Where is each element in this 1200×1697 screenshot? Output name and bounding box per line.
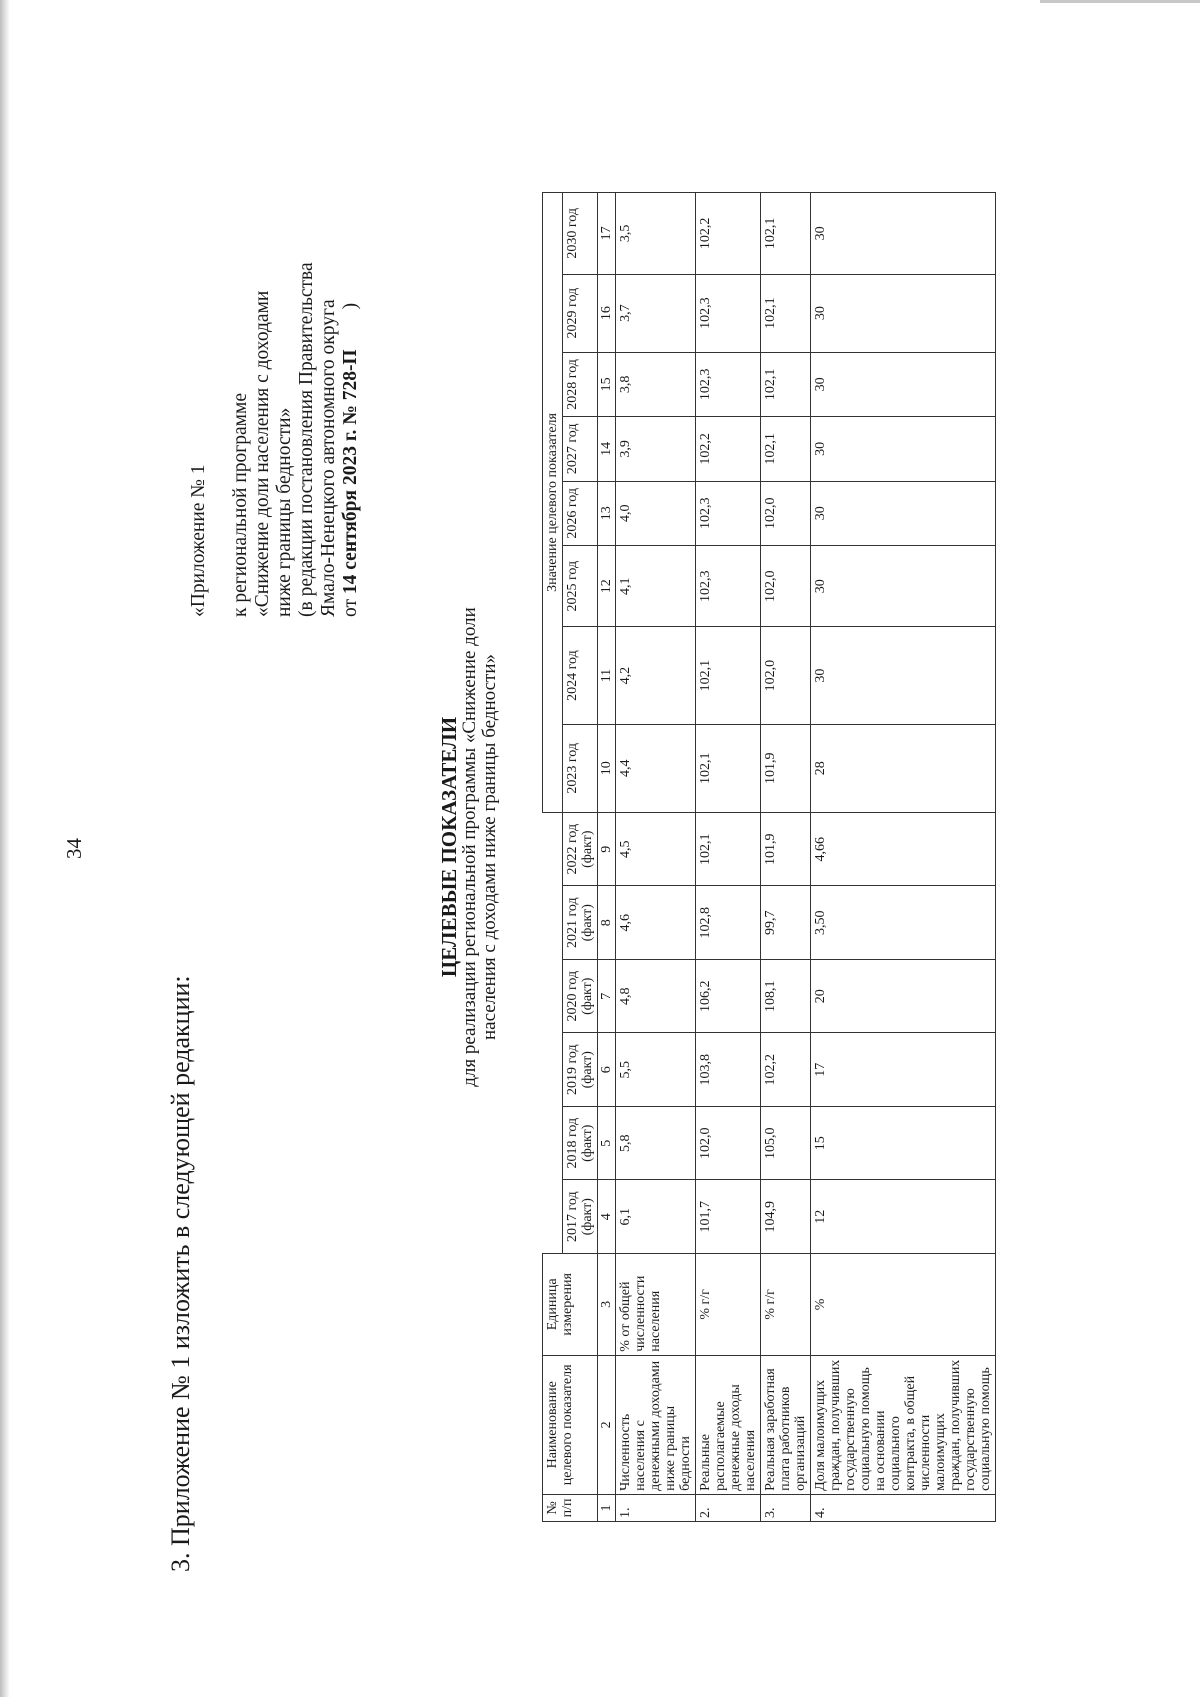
row-value: 102,1 xyxy=(696,627,761,724)
row-num: 4. xyxy=(811,1494,996,1521)
row-value: 102,2 xyxy=(696,193,761,275)
row-value: 4,5 xyxy=(616,812,696,886)
row-value: 30 xyxy=(811,193,996,275)
row-unit: % от общей численности населения xyxy=(616,1253,696,1355)
header-year: 2020 год (факт) xyxy=(563,959,598,1033)
row-value: 5,8 xyxy=(616,1106,696,1180)
row-value: 30 xyxy=(811,417,996,481)
row-value: 4,8 xyxy=(616,959,696,1033)
column-number: 2 xyxy=(598,1355,616,1494)
appendix-line: ниже границы бедности» xyxy=(274,407,295,617)
table-heading xyxy=(438,0,500,1697)
row-unit: % г/г xyxy=(761,1253,811,1355)
header-year: 2024 год xyxy=(563,627,598,724)
header-year: 2022 год (факт) xyxy=(563,812,598,886)
column-number: 3 xyxy=(598,1253,616,1355)
column-number: 17 xyxy=(598,193,616,275)
header-num: № п/п xyxy=(543,1494,598,1521)
header-year: 2029 год xyxy=(563,274,598,352)
page-number: 34 xyxy=(62,838,86,859)
row-value: 6,1 xyxy=(616,1180,696,1254)
row-indicator-name: Доля малоимущих граждан, получивших государственную социальную помощь на основании социального контракта, в общей численности малоимущих граждан, получивших государственную социальную помощь xyxy=(811,1355,996,1494)
appendix-date-value: 14 сентября 2023 г. № 728-П xyxy=(340,349,361,595)
row-indicator-name: Реальные располагаемые денежные доходы населения xyxy=(696,1355,761,1494)
appendix-line: к региональной программе xyxy=(230,393,251,617)
header-year: 2025 год xyxy=(563,546,598,627)
row-value: 102,0 xyxy=(761,627,811,724)
row-value: 102,1 xyxy=(761,193,811,275)
column-number: 9 xyxy=(598,812,616,886)
row-value: 30 xyxy=(811,274,996,352)
column-number: 14 xyxy=(598,417,616,481)
header-year: 2019 год (факт) xyxy=(563,1033,598,1107)
table-body xyxy=(598,193,996,1522)
column-number: 10 xyxy=(598,724,616,812)
row-value: 4,2 xyxy=(616,627,696,724)
row-value: 4,0 xyxy=(616,481,696,545)
row-value: 102,0 xyxy=(761,546,811,627)
row-value: 102,3 xyxy=(696,546,761,627)
row-num: 2. xyxy=(696,1494,761,1521)
column-number: 4 xyxy=(598,1180,616,1254)
row-value: 28 xyxy=(811,724,996,812)
heading-subtitle: для реализации региональной программы «Снижение доли xyxy=(459,607,480,1087)
header-year: 2027 год xyxy=(563,417,598,481)
row-value: 30 xyxy=(811,627,996,724)
row-value: 30 xyxy=(811,352,996,416)
table-header xyxy=(543,193,598,1522)
row-value: 4,4 xyxy=(616,724,696,812)
row-value: 102,1 xyxy=(761,274,811,352)
header-unit: Единица измерения xyxy=(543,1253,598,1355)
appendix-date-prefix: от xyxy=(340,594,361,617)
heading-subtitle: населения с доходами ниже границы бедности» xyxy=(479,653,500,1041)
row-value: 20 xyxy=(811,959,996,1033)
row-indicator-name: Реальная заработная плата работников организаций xyxy=(761,1355,811,1494)
row-value: 4,66 xyxy=(811,812,996,886)
row-value: 102,2 xyxy=(761,1033,811,1107)
row-value: 3,5 xyxy=(616,193,696,275)
row-value: 102,0 xyxy=(696,1106,761,1180)
row-value: 102,1 xyxy=(696,724,761,812)
column-number: 7 xyxy=(598,959,616,1033)
row-value: 30 xyxy=(811,546,996,627)
row-value: 106,2 xyxy=(696,959,761,1033)
row-num: 3. xyxy=(761,1494,811,1521)
row-value: 12 xyxy=(811,1180,996,1254)
appendix-date-line xyxy=(340,262,362,617)
column-number: 11 xyxy=(598,627,616,724)
row-value: 4,6 xyxy=(616,886,696,960)
column-number: 1 xyxy=(598,1494,616,1521)
header-values-spacer xyxy=(543,812,563,1253)
table-row xyxy=(696,193,761,1522)
header-name: Наименование целевого показателя xyxy=(543,1355,598,1494)
row-value: 102,8 xyxy=(696,886,761,960)
row-value: 102,1 xyxy=(761,417,811,481)
column-number: 15 xyxy=(598,352,616,416)
row-value: 102,1 xyxy=(761,352,811,416)
row-value: 3,50 xyxy=(811,886,996,960)
column-number: 8 xyxy=(598,886,616,960)
appendix-line: (в редакции постановления Правительства xyxy=(296,262,317,617)
row-value: 101,7 xyxy=(696,1180,761,1254)
header-year: 2023 год xyxy=(563,724,598,812)
heading-title: ЦЕЛЕВЫЕ ПОКАЗАТЕЛИ xyxy=(437,716,461,978)
row-value: 4,1 xyxy=(616,546,696,627)
table-row xyxy=(761,193,811,1522)
row-value: 102,3 xyxy=(696,352,761,416)
appendix-header xyxy=(188,262,362,617)
appendix-closing: ) xyxy=(340,302,361,310)
row-value: 101,9 xyxy=(761,724,811,812)
row-value: 105,0 xyxy=(761,1106,811,1180)
appendix-title: «Приложение № 1 xyxy=(188,464,209,617)
row-value: 3,9 xyxy=(616,417,696,481)
column-number: 5 xyxy=(598,1106,616,1180)
row-value: 3,7 xyxy=(616,274,696,352)
row-value: 5,5 xyxy=(616,1033,696,1107)
header-values-group: Значение целевого показателя xyxy=(543,193,563,813)
row-value: 30 xyxy=(811,481,996,545)
table-row xyxy=(616,193,696,1522)
row-unit: % г/г xyxy=(696,1253,761,1355)
row-unit: % xyxy=(811,1253,996,1355)
appendix-line: Ямало-Ненецкого автономного округа xyxy=(318,299,339,617)
column-number: 12 xyxy=(598,546,616,627)
intro-text: 3. Приложение № 1 изложить в следующей редакции: xyxy=(166,975,195,1572)
header-year: 2026 год xyxy=(563,481,598,545)
row-value: 108,1 xyxy=(761,959,811,1033)
row-value: 103,8 xyxy=(696,1033,761,1107)
row-value: 102,2 xyxy=(696,417,761,481)
table-row xyxy=(811,193,996,1522)
row-value: 3,8 xyxy=(616,352,696,416)
row-value: 17 xyxy=(811,1033,996,1107)
header-year: 2021 год (факт) xyxy=(563,886,598,960)
row-value: 15 xyxy=(811,1106,996,1180)
column-number: 13 xyxy=(598,481,616,545)
appendix-line: «Снижение доли населения с доходами xyxy=(252,290,273,617)
row-value: 104,9 xyxy=(761,1180,811,1254)
header-year: 2030 год xyxy=(563,193,598,275)
row-num: 1. xyxy=(616,1494,696,1521)
header-year: 2028 год xyxy=(563,352,598,416)
row-value: 101,9 xyxy=(761,812,811,886)
column-number: 6 xyxy=(598,1033,616,1107)
header-year: 2018 год (факт) xyxy=(563,1106,598,1180)
row-indicator-name: Численность населения с денежными доходами ниже границы бедности xyxy=(616,1355,696,1494)
row-value: 102,3 xyxy=(696,481,761,545)
column-numbers-row xyxy=(598,193,616,1522)
row-value: 102,3 xyxy=(696,274,761,352)
column-number: 16 xyxy=(598,274,616,352)
row-value: 102,1 xyxy=(696,812,761,886)
header-year: 2017 год (факт) xyxy=(563,1180,598,1254)
targets-table xyxy=(542,192,996,1522)
row-value: 99,7 xyxy=(761,886,811,960)
row-value: 102,0 xyxy=(761,481,811,545)
